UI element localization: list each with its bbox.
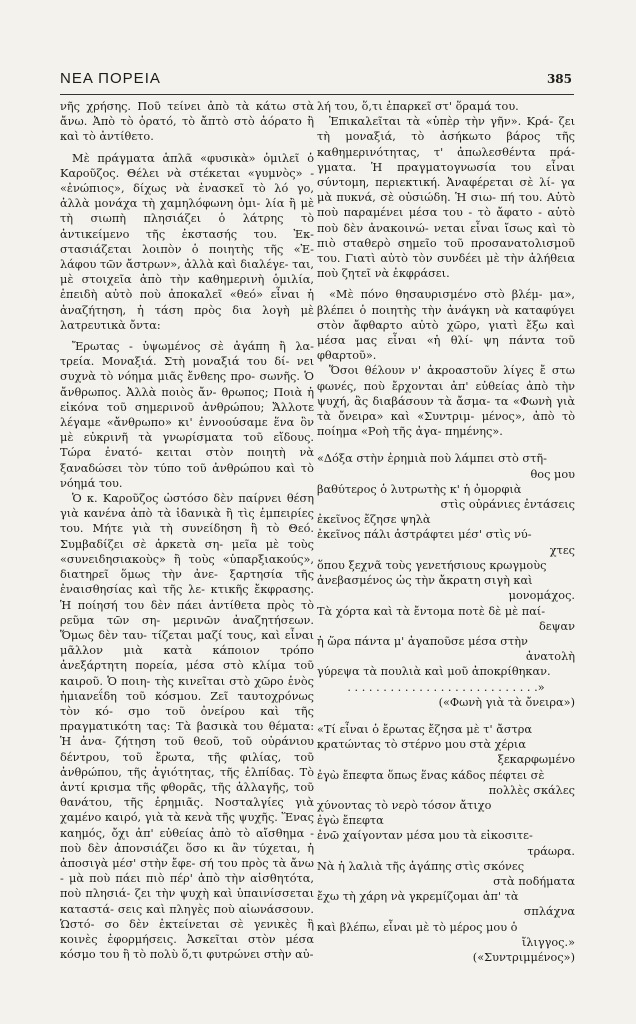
- text-line: ξαρτησία τῆς ἐναισθησίας καὶ τῆς λε-: [60, 568, 315, 597]
- text-line: σύντομη, περιεκτική. Ἀναφέρεται σὲ λί-: [317, 176, 555, 190]
- text-line: καθημερινότητας, τ' ἀπωλεσθέντα πρά-: [317, 145, 575, 159]
- text-line: μα», βλέπει ὁ ποιητὴς τὴν ἀνάγκη νὰ: [317, 288, 576, 317]
- text-line: μεῖα μὲ τοὺς «συνειδησιακοὺς» ἢ τοὺς: [60, 537, 315, 566]
- text-line: τοῦ ἔρωτα, τῆς φιλίας, τοῦ ἀνθρώπου,: [60, 750, 315, 779]
- poem-line: («Φωνὴ γιὰ τὰ ὄνειρα»): [438, 695, 575, 709]
- poem-line: γύρεψα τὰ πουλιὰ καὶ μοῦ ἀποκρίθηκαν.: [317, 665, 551, 679]
- text-line: σμο τοῦ ὀνείρου καὶ τῆς πραγματικότη: [60, 704, 314, 734]
- text-line: ἐφορμήσεις. Ἀσκεῖται στὸν μέσα κόσμο: [60, 932, 314, 962]
- text-line: θέση γιὰ κανένα ἀπὸ τὰ ἰδανικὰ ἢ τὶς: [60, 492, 315, 521]
- text-line: νει συχνὰ τὸ νόημα μιᾶς ἔνθεης προ-: [60, 355, 314, 384]
- text-line: σημεῖο τοῦ προσανατολισμοῦ του. Γιατὶ: [317, 236, 576, 266]
- paragraph: [60, 151, 314, 333]
- text-line: Ἐπικαλεῖται τὰ «ὑπὲρ τὴν γῆν». Κρά-: [329, 115, 554, 129]
- poem-line: («Συντριμμένος»): [472, 950, 575, 964]
- text-line: ζει τὴν ψυχὴ καὶ ὑπαινίσσεται καταστά-: [60, 887, 315, 916]
- text-line: Ἔρωτας - ὑψωμένος σὲ ἀγάπη ἢ λα-: [72, 340, 314, 354]
- poem-line: μονομάχος.: [508, 589, 575, 603]
- poem-line: στὰ ποδήματα: [493, 874, 575, 888]
- poem-line: καὶ βλέπω, εἶναι μὲ τὸ μέρος μου ὁ: [317, 920, 518, 934]
- text-line: μέσα στὸ κλίμα τοῦ καιροῦ. Ὁ ποιη-: [60, 659, 315, 688]
- text-line: «ὑπαρξιακούς», διατηρεῖ ὅμως τὴν ἀνε-: [60, 552, 314, 582]
- text-line: σεις καὶ πληγὲς ποὺ αἰωνάσσουν. Ὡστό-: [60, 902, 314, 931]
- text-line: «Μὲ πόνο θησαυρισμένο στὸ βλέμ-: [329, 288, 543, 302]
- poem-line: «Δόξα στὴν ἐρημιὰ ποὺ λάμπει στὸ στῆ-: [317, 452, 547, 466]
- text-line: πάει ἀντίθετα πρὸς τὸ ρεῦμα τῶν ση-: [60, 598, 314, 627]
- paragraph: [317, 114, 575, 281]
- text-line: γνωρίσματα τοῦ εἴδους. Τώρα ἐνατό-: [60, 431, 315, 460]
- text-line: τοῦ κόσμου. Ζεῖ ταυτοχρόνως τὸν κό-: [60, 689, 315, 718]
- text-line: γματα. Ἡ πραγματογνωσία του εἶναι: [317, 160, 575, 174]
- text-line: τὴς κινεῖται στὸ χῶρο ἑνὸς ἡμιανεΐδη: [60, 674, 314, 703]
- poem-line: ἡ ὥρα πάντα μ' ἀγαποῦσε μέσα στὴν: [317, 634, 528, 648]
- poem-line: «Τί εἶναι ὁ ἔρωτας ἔζησα μὲ τ' ἄστρα: [317, 722, 533, 736]
- text-line: - τὸ ἄφατο - αὐτὸ ποὺ δὲν ἀνακοινώ-: [317, 206, 575, 235]
- poem-line: ἐκεῖνος ἔζησε ψηλὰ: [317, 513, 431, 527]
- poem-line: ἀνεβασμένος ὡς τὴν ἄκρατη σιγὴ καὶ: [317, 574, 533, 588]
- poem-quotation: [317, 722, 575, 965]
- text-line: σή του πρὸς τὰ ἄνω - μὰ ποὺ πάει πιὸ: [60, 856, 315, 886]
- text-line: εἶναι ἡ ἀναζήτηση, ἡ τάση πρὸς δια: [60, 288, 314, 317]
- text-line: μερινῶν ἀναζητήσεων. Ὅμως δὲν ταυ-: [60, 613, 314, 642]
- poem-line: χύνοντας τὸ νερὸ τόσον ἄτιχο: [317, 798, 492, 812]
- text-line: σωνῆς. Ὁ ἄνθρωπος. Ἀλλὰ ποιὸς ἄν-: [60, 370, 315, 399]
- text-line: Ὁ κ. Καροῦζος ὡστόσο δὲν παίρνει: [72, 492, 282, 506]
- text-line: λογὴ μὲ λατρευτικὰ ὄντα:: [60, 303, 314, 332]
- text-line: αὐτὸ τὸν συνδέει μὲ τὴν ἀλήθεια ποὺ: [317, 252, 575, 281]
- text-line: ἂν τύχεται, ἡ ἀποσιγὰ μέσ' στὴν ἔφε-: [60, 841, 314, 870]
- paragraph: [60, 491, 314, 962]
- text-line: ἢ τὸ Θεό. Συμβαδίζει σὲ ἀρκετὰ ση-: [60, 522, 314, 551]
- poem-line: σπλάχνα: [523, 905, 575, 919]
- poem-line: πολλὲς σκάλες: [488, 783, 575, 797]
- poem-line: ἔχω τὴ χάρη νὰ γκρεμίζομαι ἀπ' τὰ: [317, 890, 519, 904]
- text-line: θανάτου, τῆς ἐρημιᾶς. Νοσταλγίες γιὰ: [60, 796, 314, 810]
- header-rule: [60, 94, 574, 95]
- text-line: ται, μὲ στοιχεῖα ἀπὸ τὴν καθημερινὴ: [60, 258, 315, 287]
- text-line: ὁμιλία, ἐπειδὴ αὐτὸ ποὺ ἀποκαλεῖ «θεό»: [60, 273, 314, 302]
- text-line: τίζεται μαζί τους, καὶ εἶναι μᾶλλον μιὰ: [60, 628, 314, 658]
- text-line: θρωπος; Ποιὰ ἡ εἰκόνα τοῦ σημερινοῦ: [60, 385, 314, 414]
- text-line: τα «Φωνὴ γιὰ τὰ ὄνειρα» καὶ «Συντριμ-: [317, 394, 575, 424]
- poem-line: χτες: [549, 543, 575, 557]
- text-line: τύπο τοῦ ἀνθρώπου καὶ τὸ νόημά του.: [60, 461, 314, 490]
- paragraph: [60, 339, 314, 491]
- text-line: ζητεῖ νὰ ἐκφράσει.: [341, 267, 450, 281]
- paragraph: [60, 99, 314, 145]
- text-line: Ἕνας καημός, ὄχι ἀπ' εὐθείας ἀπὸ τὸ: [60, 811, 314, 840]
- poem-line: Τὰ χόρτα καὶ τὰ ἔντομα ποτὲ δὲ μὲ παί-: [317, 604, 546, 618]
- poem-line: θος μου: [530, 467, 575, 481]
- text-line: ἐμπειρίες του. Μήτε γιὰ τὴ συνείδηση: [60, 507, 314, 536]
- text-line: τὸ ἀντικείμενο τῆς ἐκστασής του. Ἐκ-: [60, 212, 315, 241]
- text-line: στασιάζεται λοιπὸν ὁ ποιητὴς τῆς «Ἐ-: [60, 242, 314, 256]
- text-line: γα μὰ πυκνά, σὲ οὐσιώδη. Ἡ σιω-: [317, 176, 575, 205]
- text-line: ζήτηση τοῦ θεοῦ, τοῦ οὐράνιου δέντρου,: [60, 735, 314, 764]
- poem-line: ἴλιγγος.»: [521, 935, 575, 949]
- text-line: Μὲ πράγματα ἁπλᾶ «φυσικὰ» ὁμιλεῖ ὁ: [72, 151, 314, 165]
- text-line: τρεία. Μοναξιά. Στὴ μοναξιά του δί-: [60, 355, 290, 369]
- text-line: καταφύγει στὸν ἄφθαρτο αὐτὸ χῶρο,: [317, 303, 575, 332]
- text-line: γιατὶ ἔξω καὶ μέσα μας εἶναι «ἡ θλί-: [317, 318, 575, 348]
- poem-line: ἐκεῖνος πάλι ἀστράφτει μέσ' στὶς νύ-: [317, 528, 532, 542]
- text-line: ἀόρατο ἢ καὶ τὸ ἀντίθετο.: [60, 115, 314, 144]
- text-line: - «ἐνώπιος», δίχως νὰ ἐνασκεῖ τὸ λό: [60, 166, 315, 196]
- poem-line: ἐγὼ ἔπεφτα ὅπως ἕνας κάδος πέφτει σὲ: [317, 768, 545, 782]
- text-line: λή του, ὅ,τι ἐπαρκεῖ στ' ὅραμά του.: [317, 100, 519, 113]
- poem-quotation: [317, 451, 575, 709]
- text-line: του ἢ τὸ πολὺ ὅ,τι φυτρώνει στὴν αὐ-: [99, 948, 314, 962]
- poem-line: τράωρα.: [527, 844, 575, 858]
- journal-title: ΝΕΑ ΠΟΡΕΙΑ: [60, 70, 161, 87]
- poem-line: δεψαν: [538, 619, 575, 633]
- text-line: χαμένο καιρό, γιὰ τὰ κενὰ τῆς ψυχῆς.: [60, 811, 278, 825]
- left-column: [60, 99, 314, 962]
- text-line: ἀπὸ τὴν ψυχή, ἂς διαβάσουν τὰ ἄσμα-: [317, 379, 575, 408]
- poem-line: ἐγὼ ἔπεφτα: [317, 814, 384, 828]
- text-line: τῆς ἀγιότητας, τῆς ἐλπίδας. Τὸ ἀντί: [60, 765, 315, 794]
- poem-line: Νὰ ἡ λαλιὰ τῆς ἀγάπης στὶς σκόνες: [317, 859, 525, 873]
- text-line: νεται εἶναι ἴσως καὶ τὸ πιὸ σταθερὸ: [317, 221, 575, 250]
- paragraph: [317, 287, 575, 363]
- text-line: κτικῆς ἔκφρασης. Ἡ ποίησή του δὲν: [60, 583, 314, 612]
- text-line: πέρ' ἀπὸ τὴν αἰσθητότα, ποὺ πλησιά-: [60, 872, 314, 901]
- poem-line: . . . . . . . . . . . . . . . . . . . . . . . . . . .»: [347, 680, 545, 694]
- text-line: στὰ ἄνω. Ἀπὸ τὸ ὁρατό, τὸ ἄπτὸ στὸ: [60, 100, 314, 129]
- poem-line: κρατώντας τὸ στέρνο μου στὰ χέρια: [317, 738, 526, 752]
- text-line: Καροῦζος. Θέλει νὰ στέκεται «γυμνὸς»: [60, 166, 303, 180]
- poem-line: βαθύτερος ὁ λυτρωτὴς κ' ἡ ὀμορφιὰ: [317, 482, 522, 496]
- poem-line: ἀνατολὴ: [525, 650, 575, 664]
- text-line: πή του. Αὐτὸ ποὺ παραμένει μέσα του: [317, 191, 576, 220]
- page-number: 385: [546, 72, 572, 86]
- text-line: πημένης».: [445, 425, 503, 439]
- text-line: αἴσθημα - ποὺ δὲν ἀπονσιάζει ὅσο κι: [60, 826, 315, 855]
- text-line: ἀνθρώπου; Ἄλλοτε λέγαμε «ἄνθρωπο»: [60, 400, 315, 430]
- text-line: τας: Τὰ βασικὰ του θέματα: Ἡ ἀνα-: [60, 720, 314, 749]
- text-line: σο δὲν ἐκτείνεται σὲ γενικὲς ἢ κοινὲς: [60, 917, 314, 946]
- text-line: λάφου τῶν ἄστρων», ἀλλὰ καὶ διαλέγε-: [60, 258, 289, 272]
- poem-line: στὶς οὐράνιες ἐντάσεις: [440, 498, 575, 512]
- text-line: στω φωνές, ποὺ ἔρχονται ἀπ' εὐθείας: [317, 364, 575, 393]
- text-line: ψη πάντα τοῦ φθαρτοῦ».: [317, 334, 576, 363]
- text-line: μένος», ἀπὸ τὸ ποίημα «Ροὴ τῆς ἀγα-: [317, 410, 576, 439]
- poem-line: ὅπου ξεχνᾶ τοὺς γενετήσιους κρωγμοὺς: [317, 558, 547, 572]
- right-column: [317, 99, 575, 965]
- text-line: λία ἢ μὲ τὴ σιωπὴ πλησιάζει ὁ λάτρης: [60, 197, 315, 226]
- poem-line: ἐνῶ χαίγονταν μέσα μου τὰ εἰκοσιτε-: [317, 829, 533, 843]
- text-line: κειται στὸν ποιητὴ νὰ ξαναδώσει τὸν: [60, 446, 314, 475]
- text-line: Ὅσοι θέλουν ν' ἀκροαστοῦν λίγες ἔ: [329, 364, 546, 378]
- text-line: ζει τὴ μοναξιά, τὸ ἀσήκωτο βάρος τῆς: [317, 115, 575, 144]
- poem-line: ξεκαρφωμένο: [497, 753, 575, 767]
- page-header: [60, 66, 572, 90]
- text-line: κατὰ κάποιον τρόπο ἀνεξάρτητη πορεία,: [60, 644, 315, 673]
- paragraph: [317, 99, 575, 114]
- text-line: νῆς χρήσης. Ποῦ τείνει ἀπὸ τὰ κάτω: [60, 100, 287, 113]
- text-line: γο, ἀλλὰ μονάχα τὴ χαμηλόφωνη ὁμι-: [60, 182, 314, 211]
- paragraph: [317, 363, 575, 439]
- text-line: κι' ἐννοούσαμε ἕνα ὂν μὲ εὐκρινῆ τὰ: [60, 416, 314, 445]
- text-line: κρισμα τῆς φθορᾶς, τῆς ἀλλαγῆς, τοῦ: [90, 780, 315, 794]
